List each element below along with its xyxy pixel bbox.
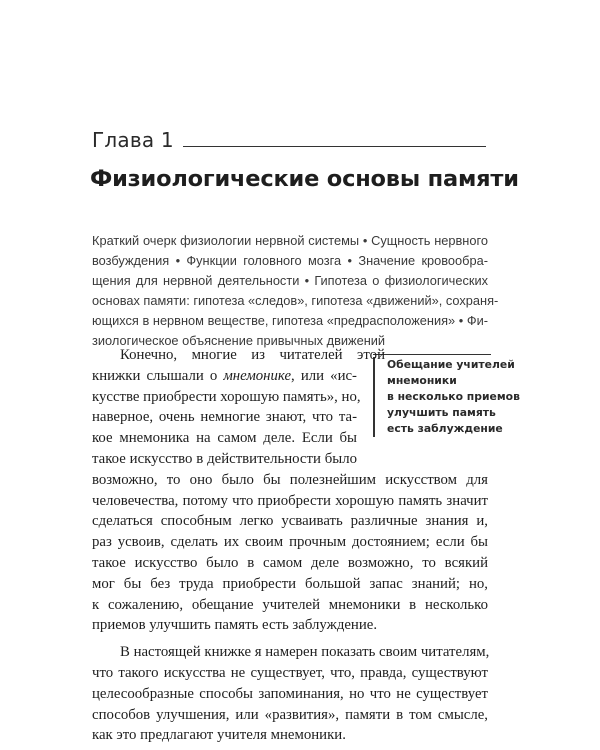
text-line: кое мнемоника на самом деле. Если бы (92, 430, 357, 447)
emphasized-term: мнемонике (223, 367, 292, 384)
body-text (92, 345, 488, 746)
margin-note-line: в несколько приемов (387, 390, 520, 403)
text-line: что такого искусства не существует, что, правда, существуют (92, 664, 488, 681)
text-line: к сожалению, обещание учителей мнемоники в несколько (92, 596, 488, 613)
margin-note-line: улучшить память (387, 406, 496, 419)
text-line: В настоящей книжке я намерен показать своим читателям, (120, 644, 490, 661)
text-line: такое искусство было в самом деле возможно, то всякий (92, 554, 488, 571)
text-line: приемов улучшить память есть заблуждение. (92, 617, 378, 634)
abstract-line: основах памяти: гипотеза «следов», гипотеза «движений», сохраня- (92, 293, 499, 308)
margin-note-line: Обещание учителей (387, 358, 515, 371)
margin-note-line: мнемоники (387, 374, 457, 387)
paragraph-2 (92, 642, 488, 746)
chapter-title: Физиологические основы памяти (90, 166, 519, 192)
abstract-line: возбуждения • Функции головного мозга • Значение кровообра- (92, 253, 488, 268)
text-line: возможно, то оно было бы полезнейшим искусством для (92, 471, 488, 488)
text-line: целесообразные способы запоминания, но что не существует (92, 685, 488, 702)
text-line: Конечно, многие из читателей этой (120, 347, 385, 363)
chapter-label: Глава 1 (92, 128, 174, 152)
chapter-abstract (92, 231, 499, 351)
text-line: наверное, очень немногие знают, что та- (92, 409, 357, 426)
text-line: такое искусство в действительности было (92, 450, 357, 467)
abstract-line: зиологическое объяснение привычных движений (92, 333, 386, 348)
text-line: раз усвоив, сделать их своим прочным достоянием; если бы (92, 534, 488, 551)
text-line: мог бы без труда приобрести большой запас знаний; но, (92, 575, 488, 592)
text-line: человечества, потому что приобрести хорошую память значит (92, 492, 488, 509)
text-fragment: , или «ис- (291, 367, 357, 384)
text-line: кусстве приобрести хорошую память», но, (92, 388, 361, 405)
margin-note-line: есть заблуждение (387, 422, 503, 435)
text-line: сделаться способным легко усваивать различные знания и, (92, 513, 488, 530)
abstract-line: ющихся в нервном веществе, гипотеза «предрасположения» • Фи- (92, 313, 488, 328)
chapter-rule (183, 146, 486, 147)
text-fragment: книжки слышали о (92, 367, 224, 384)
text-line: способов улучшения, или «развития», памяти в том смысле, (92, 706, 488, 723)
text-line: как это предлагают учителя мнемоники. (92, 727, 346, 744)
abstract-line: Краткий очерк физиологии нервной системы • Сущность нервного (92, 233, 488, 248)
text-line (92, 366, 357, 387)
abstract-line: щения для нервной деятельности • Гипотеза о физиологических (92, 273, 488, 288)
paragraph-1 (92, 345, 488, 636)
